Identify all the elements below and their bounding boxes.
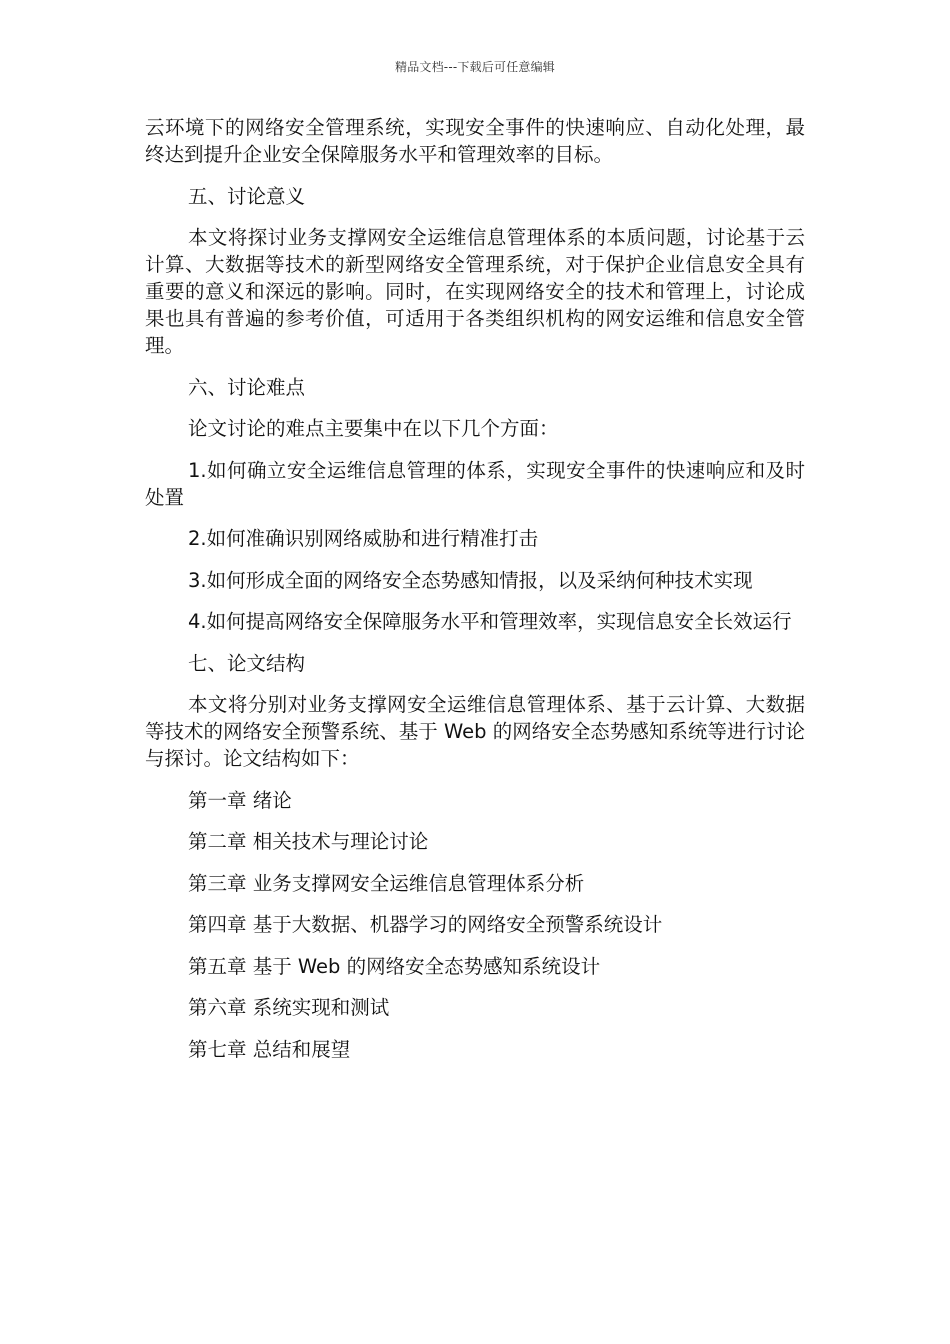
document-body — [145, 114, 805, 1077]
chapter-item: 第二章 相关技术与理论讨论 — [188, 830, 429, 853]
list-item: 1.如何确立安全运维信息管理的体系，实现安全事件的快速响应和及时处置 — [145, 458, 805, 509]
section-heading-significance: 五、讨论意义 — [188, 184, 306, 208]
chapter-item: 第六章 系统实现和测试 — [188, 996, 390, 1019]
list-item: 2.如何准确识别网络威胁和进行精准打击 — [188, 527, 539, 550]
list-item: 4.如何提高网络安全保障服务水平和管理效率，实现信息安全长效运行 — [188, 610, 792, 633]
chapter-item: 第一章 绪论 — [188, 788, 292, 812]
chapter-item: 第七章 总结和展望 — [188, 1037, 351, 1061]
list-item: 3.如何形成全面的网络安全态势感知情报，以及采纳何种技术实现 — [188, 568, 753, 592]
continued-paragraph: 云环境下的网络安全管理系统，实现安全事件的快速响应、自动化处理，最终达到提升企业安全保障服务水平和管理效率的目标。 — [145, 116, 805, 166]
body-paragraph: 本文将分别对业务支撑网安全运维信息管理体系、基于云计算、大数据等技术的网络安全预警系统、基于 Web 的网络安全态势感知系统等进行讨论与探讨。论文结构如下： — [145, 693, 805, 770]
chapter-item: 第四章 基于大数据、机器学习的网络安全预警系统设计 — [188, 913, 663, 936]
section-heading-difficulties: 六、讨论难点 — [188, 375, 306, 399]
body-paragraph: 论文讨论的难点主要集中在以下几个方面： — [188, 417, 559, 440]
chapter-item: 第三章 业务支撑网安全运维信息管理体系分析 — [188, 871, 585, 895]
chapter-item: 第五章 基于 Web 的网络安全态势感知系统设计 — [188, 954, 601, 978]
section-heading-structure: 七、论文结构 — [188, 651, 306, 675]
page-header: 精品文档---下载后可任意编辑 — [395, 60, 555, 74]
body-paragraph: 本文将探讨业务支撑网安全运维信息管理体系的本质问题，讨论基于云计算、大数据等技术的新型网络安全管理系统，对于保护企业信息安全具有重要的意义和深远的影响。同时，在实现网络安全的技术和管理上，讨论成果也具有普遍的参考价值，可适用于各类组织机构的网安运维和信息安全管理。 — [145, 226, 805, 357]
